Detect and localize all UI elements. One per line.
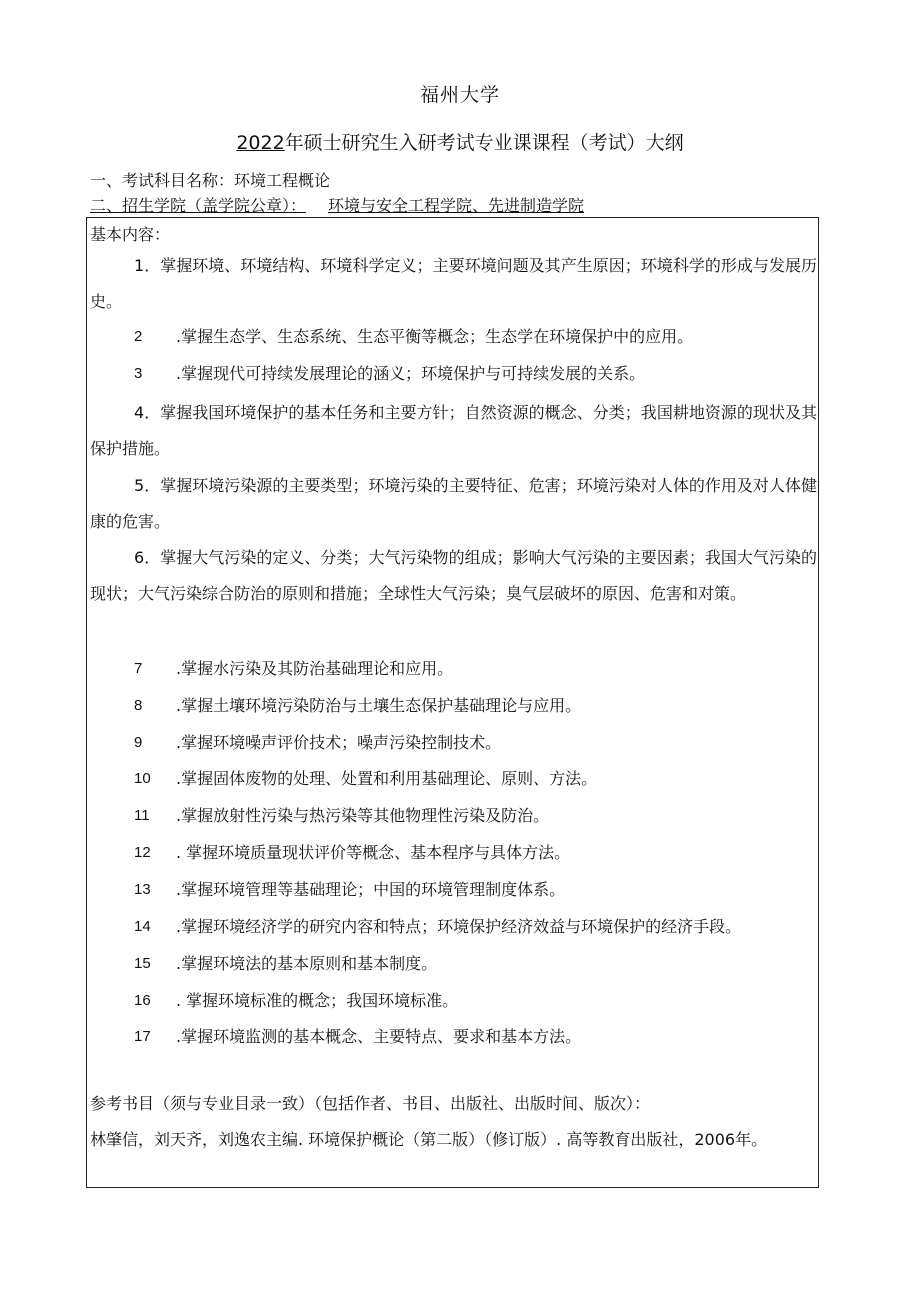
content-item-3 [87,362,817,386]
item-text: .掌握环境经济学的研究内容和特点；环境保护经济效益与环境保护的经济手段。 [176,917,742,936]
item-text: .掌握现代可持续发展理论的涵义；环境保护与可持续发展的关系。 [176,364,646,383]
content-item-4: 4．掌握我国环境保护的基本任务和主要方针；自然资源的概念、分类；我国耕地资源的现状及其保护措施。 [90,403,817,458]
content-item-2 [87,325,817,349]
item-text: .掌握放射性污染与热污染等其他物理性污染及防治。 [176,806,550,825]
exam-subject: 一、考试科目名称：环境工程概论 [90,171,331,190]
item-text: .掌握水污染及其防治基础理论和应用。 [176,659,454,678]
title-year: 2022 [236,132,285,154]
references-text: 林肇信，刘天齐，刘逸农主编. 环境保护概论（第二版）（修订版）. 高等教育出版社，2006年。 [90,1130,768,1149]
item-number: 12 [134,844,151,861]
content-item-5: 5．掌握环境污染源的主要类型；环境污染的主要特征、危害；环境污染对人体的作用及对人体健康的危害。 [90,476,817,531]
item-number: 14 [134,918,151,935]
item-text: .掌握环境管理等基础理论；中国的环境管理制度体系。 [176,880,566,899]
item-number: 3 [134,365,143,382]
content-item-12 [87,841,817,865]
item-text: . 掌握环境标准的概念；我国环境标准。 [176,991,459,1010]
content-item-16 [87,989,817,1013]
item-number: 2 [134,328,143,345]
item-number: 17 [134,1028,151,1045]
item-number: 9 [134,734,143,751]
item-number: 16 [134,992,151,1009]
content-item-6: 6．掌握大气污染的定义、分类；大气污染物的组成；影响大气污染的主要因素；我国大气污染的现状；大气污染综合防治的原则和措施；全球性大气污染；臭气层破坏的原因、危害和对策。 [90,548,817,603]
content-item-14 [87,915,817,939]
title-text: 年硕士研究生入研考试专业课课程（考试）大纲 [284,132,684,154]
item-number: 13 [134,881,151,898]
page-title [0,128,920,155]
item-text: . 掌握环境质量现状评价等概念、基本程序与具体方法。 [176,843,571,862]
content-item-15 [87,952,817,976]
college-name: 环境与安全工程学院、先进制造学院 [328,196,585,215]
university-name: 福州大学 [419,84,500,106]
content-item-7 [87,657,817,681]
item-text: .掌握环境噪声评价技术；噪声污染控制技术。 [176,733,502,752]
content-item-1: 1．掌握环境、环境结构、环境科学定义；主要环境问题及其产生原因；环境科学的形成与发展历史。 [90,256,817,311]
admission-college [90,193,584,216]
content-item-17 [87,1025,817,1049]
content-item-13 [87,878,817,902]
item-text: .掌握土壤环境污染防治与土壤生态保护基础理论与应用。 [176,696,582,715]
content-item-10 [87,767,817,791]
item-number: 8 [134,697,143,714]
item-text: .掌握环境法的基本原则和基本制度。 [176,954,438,973]
content-item-11 [87,804,817,828]
references-label: 参考书目（须与专业目录一致）（包括作者、书目、出版社、出版时间、版次）： [90,1094,651,1113]
item-number: 7 [134,660,143,677]
item-number: 10 [134,770,151,787]
college-label: 二、招生学院（盖学院公章）： [90,196,307,215]
item-text: .掌握固体废物的处理、处置和利用基础理论、原则、方法。 [176,769,598,788]
item-text: .掌握生态学、生态系统、生态平衡等概念；生态学在环境保护中的应用。 [176,327,694,346]
content-item-8 [87,694,817,718]
item-number: 15 [134,955,151,972]
item-text: .掌握环境监测的基本概念、主要特点、要求和基本方法。 [176,1027,582,1046]
content-label: 基本内容： [90,225,171,244]
item-number: 11 [134,807,150,824]
content-box [86,217,819,1188]
content-item-9 [87,731,817,755]
